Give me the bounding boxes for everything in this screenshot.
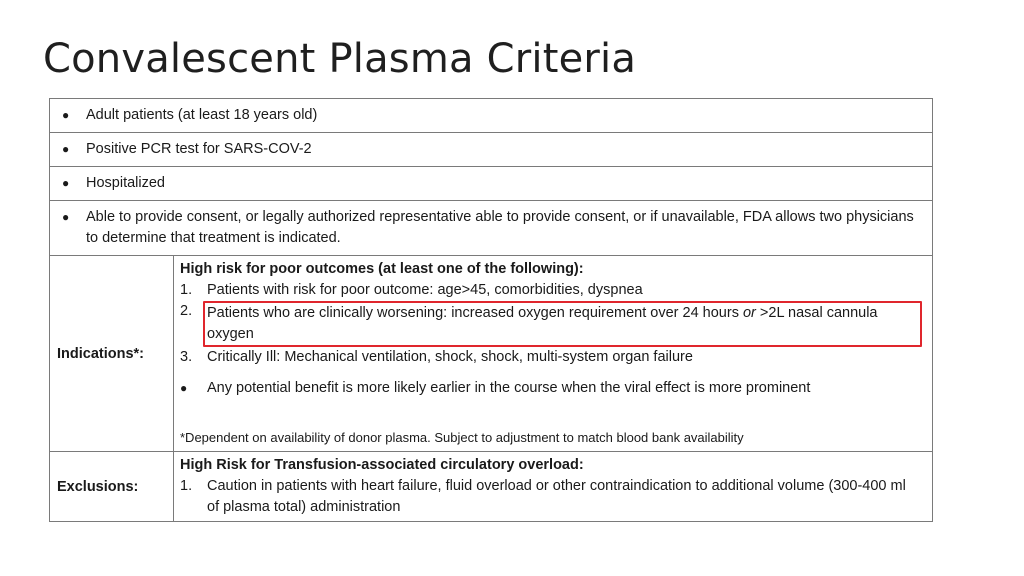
exclusions-body: [174, 452, 932, 521]
exclusions-label: Exclusions:: [50, 452, 174, 521]
item-text-part: Patients who are clinically worsening: increased oxygen requirement over 24 hours: [207, 305, 743, 321]
item-text-emphasis: or: [742, 305, 756, 321]
bullet-icon: ●: [62, 142, 70, 156]
slide-title: Convalescent Plasma Criteria: [43, 36, 637, 82]
exclusions-row: [50, 451, 932, 521]
bullet-icon: ●: [62, 210, 70, 224]
item-text: Critically Ill: Mechanical ventilation, shock, shock, multi-system organ failure: [207, 349, 693, 365]
item-number: 3.: [180, 349, 193, 365]
item-text: Patients with risk for poor outcome: age>45, comorbidities, dyspnea: [207, 282, 643, 298]
exclusions-heading: High Risk for Transfusion-associated circulatory overload:: [180, 457, 584, 473]
item-text: Caution in patients with heart failure, fluid overload or other contraindication to additional volume (300-400 ml of plasma total) administration: [207, 478, 906, 515]
criteria-text: Hospitalized: [86, 175, 165, 191]
footnote: *Dependent on availability of donor plasma. Subject to adjustment to match blood bank availability: [180, 430, 744, 445]
bullet-icon: ●: [180, 381, 188, 395]
indications-heading: High risk for poor outcomes (at least one of the following):: [180, 261, 584, 277]
indications-body: [174, 256, 932, 451]
highlighted-item-text: [203, 301, 922, 347]
criteria-text: Able to provide consent, or legally authorized representative able to provide consent, or if unavailable, FDA allows two physicians to determine that treatment is indicated.: [86, 209, 914, 246]
indication-item: [180, 301, 920, 347]
indications-label: Indications*:: [50, 256, 174, 451]
bullet-icon: ●: [62, 108, 70, 122]
criteria-text: Adult patients (at least 18 years old): [86, 107, 318, 123]
criteria-row: [50, 132, 932, 166]
criteria-row: [50, 99, 932, 132]
item-number: 1.: [180, 282, 193, 298]
bullet-note-text: Any potential benefit is more likely earlier in the course when the viral effect is more prominent: [207, 380, 811, 396]
item-number: 2.: [180, 303, 193, 319]
criteria-row: [50, 200, 932, 255]
item-text-part: >2L nasal cannula oxygen: [207, 305, 878, 342]
indications-row: [50, 255, 932, 451]
criteria-table: [49, 98, 933, 522]
indication-item: [180, 280, 920, 301]
criteria-text: Positive PCR test for SARS-COV-2: [86, 141, 312, 157]
exclusion-item: [180, 476, 920, 518]
indication-item: [180, 347, 920, 368]
item-number: 1.: [180, 478, 193, 494]
criteria-row: [50, 166, 932, 200]
bullet-icon: ●: [62, 176, 70, 190]
indication-bullet-note: [180, 378, 920, 399]
